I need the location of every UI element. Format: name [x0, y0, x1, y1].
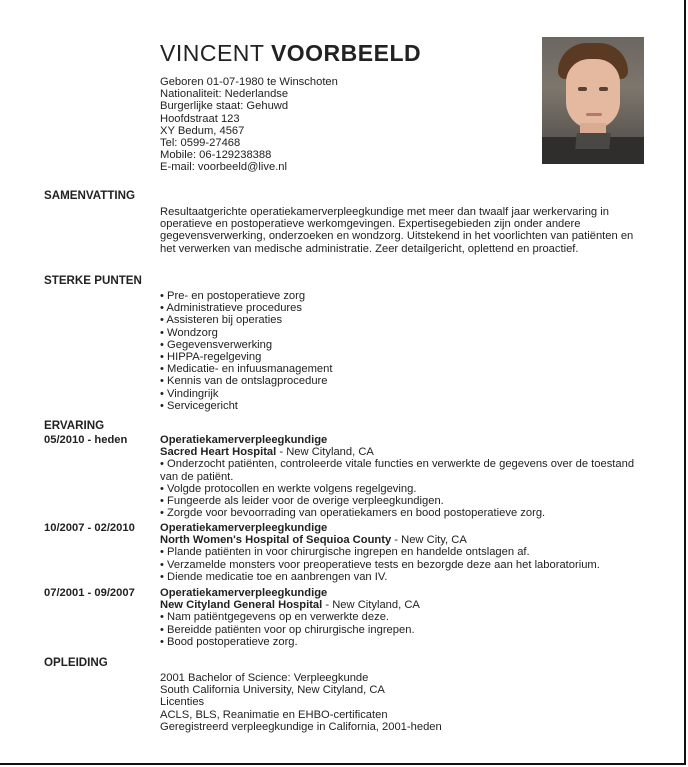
employer-location: - New City, CA	[391, 534, 467, 547]
strengths-heading: STERKE PUNTEN	[44, 274, 142, 287]
job-title: Operatiekamerverpleegkundige	[160, 434, 328, 446]
job-bullet: • Verzamelde monsters voor preoperatieve tests en bezorgde deze aan het laboratorium.	[160, 558, 600, 571]
list-item: • Administratieve procedures	[160, 302, 302, 315]
summary-text: Resultaatgerichte operatiekamerverpleegkundige met meer dan twaalf jaar werkervaring in operatieve en postoperatieve werkomgevingen. Expertisegebieden zijn onder andere gegevensverwerking, onderzoeken en wondzorg. Uitstekend in het voorlichten van patiënten en het verwerken van medische administratie. Zeer detailgericht, oplettend en proactief.	[160, 206, 634, 255]
profile-photo	[542, 37, 644, 164]
job-bullet: • Zorgde voor bevoorrading van operatiekamers en bood postoperatieve zorg.	[160, 507, 546, 520]
list-item: • Kennis van de ontslagprocedure	[160, 375, 328, 388]
job-bullet: • Bereidde patiënten voor op chirurgische ingrepen.	[160, 623, 415, 636]
candidate-name	[160, 40, 421, 67]
mobile-line: Mobile: 06-129238388	[160, 149, 272, 162]
strengths-list	[160, 290, 332, 412]
employer-location: - New Cityland, CA	[322, 599, 420, 612]
job-bullet: • Diende medicatie toe en aanbrengen van IV.	[160, 570, 388, 583]
list-item: • Vindingrijk	[160, 387, 219, 400]
list-item: • Medicatie- en infuusmanagement	[160, 363, 333, 376]
job-entry	[160, 587, 650, 648]
job-bullet: • Plande patiënten in voor chirurgische ingrepen en handelde ontslagen af.	[160, 546, 530, 559]
experience-heading: ERVARING	[44, 419, 105, 432]
list-item: • Gegevensverwerking	[160, 338, 273, 351]
employer-name: Sacred Heart Hospital	[160, 446, 277, 459]
first-name: VINCENT	[160, 40, 265, 66]
summary-heading: SAMENVATTING	[44, 189, 136, 202]
education-line: 2001 Bachelor of Science: Verpleegkunde	[160, 672, 369, 684]
job-date: 10/2007 - 02/2010	[44, 522, 135, 534]
marital-status-line: Burgerlijke staat: Gehuwd	[160, 100, 289, 113]
email-line: E-mail: voorbeeld@live.nl	[160, 161, 288, 174]
contact-info	[160, 76, 338, 174]
nationality-line: Nationaliteit: Nederlandse	[160, 88, 289, 101]
employer-name: North Women's Hospital of Sequioa County	[160, 534, 392, 547]
education-line: South California University, New Cityland, CA	[160, 684, 385, 697]
job-title: Operatiekamerverpleegkundige	[160, 522, 328, 534]
job-date: 05/2010 - heden	[44, 434, 128, 446]
education-list	[160, 672, 442, 733]
job-bullet: • Fungeerde als leider voor de overige verpleegkundigen.	[160, 495, 444, 508]
list-item: • Assisteren bij operaties	[160, 314, 283, 327]
job-employer-line	[160, 534, 650, 546]
job-bullet: • Volgde protocollen en werkte volgens regelgeving.	[160, 482, 417, 495]
employer-name: New Cityland General Hospital	[160, 599, 323, 612]
employer-location: - New Cityland, CA	[276, 446, 374, 459]
list-item: • Pre- en postoperatieve zorg	[160, 290, 306, 302]
phone-line: Tel: 0599-27468	[160, 137, 241, 150]
job-bullet: • Nam patiëntgegevens op en verwerkte deze.	[160, 611, 390, 624]
job-employer-line	[160, 446, 650, 458]
postal-line: XY Bedum, 4567	[160, 124, 245, 137]
job-entry	[160, 522, 650, 583]
job-bullet: • Onderzocht patiënten, controleerde vitale functies en verwerkte de gegevens over de toestand van de patiënt.	[160, 458, 635, 483]
education-line: Licenties	[160, 696, 205, 709]
last-name: VOORBEELD	[270, 40, 422, 66]
education-line: ACLS, BLS, Reanimatie en EHBO-certificaten	[160, 708, 388, 721]
job-employer-line	[160, 599, 650, 611]
job-date: 07/2001 - 09/2007	[44, 587, 135, 599]
job-entry	[160, 434, 650, 519]
education-heading: OPLEIDING	[44, 656, 108, 669]
job-bullet: • Bood postoperatieve zorg.	[160, 635, 298, 648]
job-title: Operatiekamerverpleegkundige	[160, 587, 328, 599]
street-line: Hoofdstraat 123	[160, 112, 240, 125]
birth-line: Geboren 01-07-1980 te Winschoten	[160, 76, 338, 88]
list-item: • HIPPA-regelgeving	[160, 351, 262, 364]
education-line: Geregistreerd verpleegkundige in California, 2001-heden	[160, 720, 442, 733]
list-item: • Servicegericht	[160, 399, 238, 412]
list-item: • Wondzorg	[160, 326, 218, 339]
